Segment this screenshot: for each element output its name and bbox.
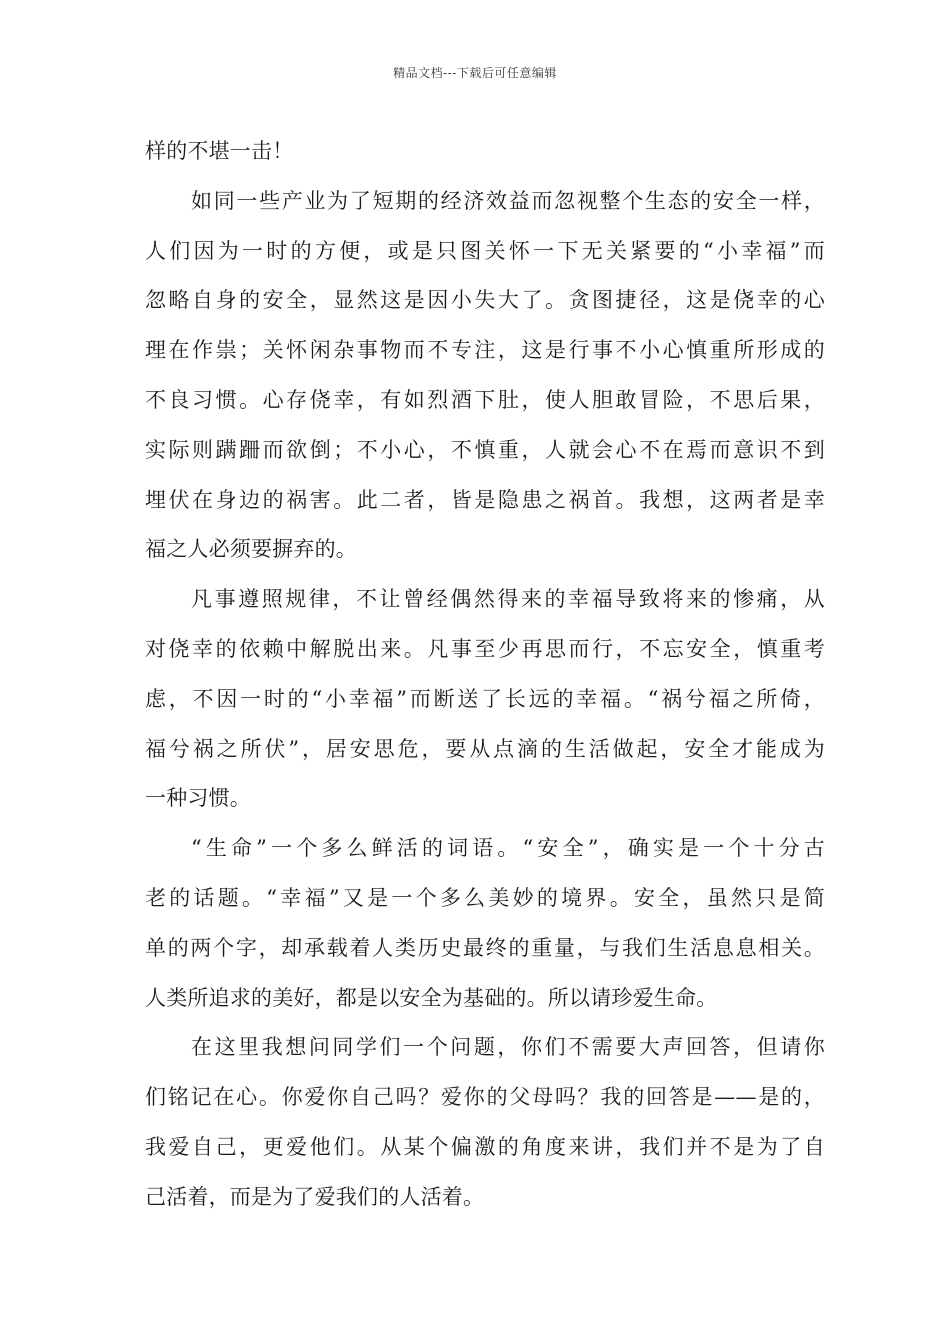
- document-body: [145, 127, 825, 1223]
- text-line: 们铭记在心。你爱你自己吗？爱你的父母吗？我的回答是——是的，: [145, 1085, 825, 1110]
- text-line: 理在作祟；关怀闲杂事物而不专注，这是行事不小心慎重所形成的: [145, 338, 825, 363]
- text-line: 如同一些产业为了短期的经济效益而忽视整个生态的安全一样，: [191, 188, 825, 213]
- text-line: 凡事遵照规律，不让曾经偶然得来的幸福导致将来的惨痛，从: [191, 587, 825, 612]
- text-line: 一种习惯。: [145, 786, 251, 811]
- text-line: 己活着，而是为了爱我们的人活着。: [145, 1184, 485, 1209]
- text-line: 忽略自身的安全，显然这是因小失大了。贪图捷径，这是侥幸的心: [145, 288, 825, 313]
- text-line: 福兮祸之所伏”，居安思危，要从点滴的生活做起，安全才能成为: [145, 736, 825, 761]
- text-line: 福之人必须要摒弃的。: [145, 537, 357, 562]
- text-line: 埋伏在身边的祸害。此二者，皆是隐患之祸首。我想，这两者是幸: [145, 487, 825, 512]
- text-line: 样的不堪一击！: [145, 139, 294, 163]
- text-line: 对侥幸的依赖中解脱出来。凡事至少再思而行，不忘安全，慎重考: [145, 636, 825, 661]
- text-line: 人类所追求的美好，都是以安全为基础的。所以请珍爱生命。: [145, 985, 718, 1010]
- text-line: “生命”一个多么鲜活的词语。“安全”，确实是一个十分古: [191, 836, 825, 861]
- text-line: 实际则蹒跚而欲倒；不小心，不慎重，人就会心不在焉而意识不到: [145, 437, 825, 462]
- text-line: 在这里我想问同学们一个问题，你们不需要大声回答，但请你: [191, 1035, 825, 1060]
- text-line: 我爱自己，更爱他们。从某个偏激的角度来讲，我们并不是为了自: [145, 1134, 825, 1159]
- text-line: 不良习惯。心存侥幸，有如烈酒下肚，使人胆敢冒险，不思后果，: [145, 387, 825, 412]
- text-line: 单的两个字，却承载着人类历史最终的重量，与我们生活息息相关。: [145, 935, 825, 960]
- text-line: 人们因为一时的方便，或是只图关怀一下无关紧要的“小幸福”而: [145, 238, 825, 263]
- text-line: 虑，不因一时的“小幸福”而断送了长远的幸福。“祸兮福之所倚，: [145, 686, 825, 711]
- page-header: 精品文档---下载后可任意编辑: [393, 66, 557, 80]
- text-line: 老的话题。“幸福”又是一个多么美妙的境界。安全，虽然只是简: [145, 885, 825, 910]
